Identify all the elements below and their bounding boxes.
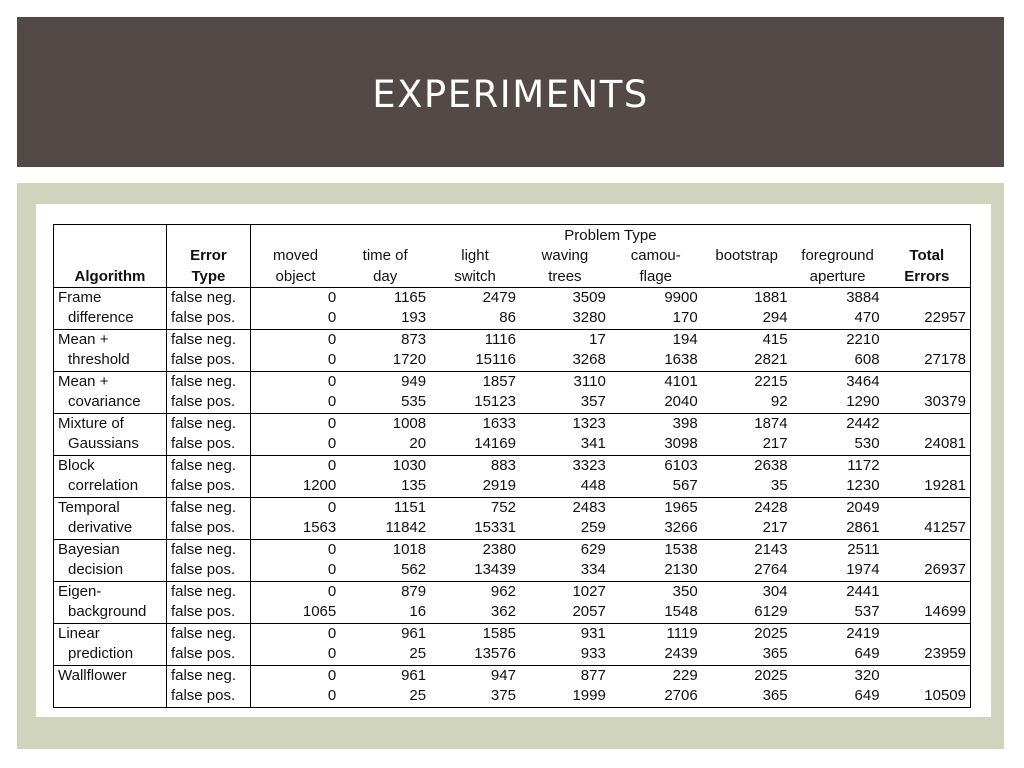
header-blank xyxy=(54,225,167,246)
total-errors xyxy=(884,455,971,476)
error-count: 15116 xyxy=(475,351,516,369)
column-header: light xyxy=(461,247,489,264)
error-count: 1720 xyxy=(392,351,427,369)
error-count: 0 xyxy=(250,644,340,665)
slide-title: EXPERIMENTS xyxy=(372,72,649,116)
table-row xyxy=(54,539,971,560)
error-type: false neg. xyxy=(166,455,250,476)
error-count: 0 xyxy=(250,539,340,560)
algorithm-name: Wallflower xyxy=(54,665,167,686)
column-header: moved xyxy=(250,246,340,267)
error-count: 947 xyxy=(430,665,520,686)
algorithm-name: derivative xyxy=(54,518,167,539)
error-count: 448 xyxy=(580,477,606,495)
error-count: 1538 xyxy=(610,539,702,560)
algorithm-name xyxy=(54,686,167,707)
error-count: 6103 xyxy=(610,455,702,476)
error-count: 949 xyxy=(340,371,430,392)
error-count: 1548 xyxy=(664,603,698,621)
error-type: false neg. xyxy=(166,371,250,392)
error-count: 567 xyxy=(672,477,698,495)
error-type: false neg. xyxy=(166,329,250,350)
table-row xyxy=(54,434,971,455)
table-row xyxy=(54,455,971,476)
total-errors: 41257 xyxy=(884,518,971,539)
algorithm-name: Gaussians xyxy=(54,434,167,455)
table-row xyxy=(54,329,971,350)
column-header: bootstrap xyxy=(715,247,778,264)
error-count: 752 xyxy=(430,497,520,518)
error-count: 2439 xyxy=(664,645,698,663)
error-type: false neg. xyxy=(166,581,250,602)
error-count: 1881 xyxy=(754,288,788,306)
total-errors: 14699 xyxy=(884,602,971,623)
error-count: 608 xyxy=(854,351,880,369)
error-type: false neg. xyxy=(166,539,250,560)
error-count: 877 xyxy=(520,665,610,686)
error-count: 0 xyxy=(250,350,340,371)
column-header: day xyxy=(373,267,398,285)
results-table xyxy=(53,224,971,708)
column-header: aperture xyxy=(809,267,866,285)
error-count: 2821 xyxy=(754,351,788,369)
error-count: 537 xyxy=(854,603,880,621)
error-count: 20 xyxy=(409,435,427,453)
error-count: 2919 xyxy=(482,477,516,495)
total-errors: 27178 xyxy=(884,350,971,371)
total-errors: 30379 xyxy=(884,392,971,413)
error-count: 1018 xyxy=(340,539,430,560)
algorithm-name: Block xyxy=(54,455,167,476)
error-count: 362 xyxy=(490,603,516,621)
error-count: 350 xyxy=(610,581,702,602)
table-row xyxy=(54,644,971,665)
error-count: 1857 xyxy=(430,371,520,392)
error-count: 259 xyxy=(580,519,606,537)
column-header xyxy=(702,266,792,287)
table-row xyxy=(54,581,971,602)
error-count: 629 xyxy=(520,539,610,560)
error-count: 0 xyxy=(250,497,340,518)
algorithm-name: prediction xyxy=(54,644,167,665)
error-count: 3509 xyxy=(572,288,606,306)
error-count: 1999 xyxy=(520,686,610,707)
total-errors: 24081 xyxy=(884,434,971,455)
total-errors xyxy=(884,665,971,686)
algorithm-name: Eigen- xyxy=(54,581,167,602)
error-count: 170 xyxy=(672,309,698,327)
error-count: 217 xyxy=(762,519,788,537)
algorithm-name: Mean + xyxy=(54,329,167,350)
error-count: 2040 xyxy=(664,393,698,411)
error-count: 365 xyxy=(762,645,788,663)
error-count: 320 xyxy=(792,665,884,686)
error-count: 9900 xyxy=(664,288,698,306)
error-count: 375 xyxy=(430,686,520,707)
total-errors: 19281 xyxy=(884,476,971,497)
error-type-header: Error xyxy=(166,246,250,267)
error-type: false neg. xyxy=(166,623,250,644)
error-count: 2764 xyxy=(754,561,788,579)
error-count: 1116 xyxy=(430,329,520,350)
algorithm-name: decision xyxy=(54,560,167,581)
error-count: 415 xyxy=(702,329,792,350)
column-header: waving xyxy=(541,247,589,264)
error-type: false pos. xyxy=(166,602,250,623)
error-count: 0 xyxy=(250,413,340,434)
error-count: 931 xyxy=(520,623,610,644)
error-count: 3110 xyxy=(520,371,610,392)
algorithm-header-spacer xyxy=(54,246,167,267)
table-row xyxy=(54,392,971,413)
error-count: 562 xyxy=(401,561,427,579)
error-count: 2025 xyxy=(702,623,792,644)
error-count: 530 xyxy=(854,435,880,453)
table-row xyxy=(54,686,971,707)
error-type: false pos. xyxy=(166,350,250,371)
error-count: 1638 xyxy=(664,351,698,369)
error-count: 1290 xyxy=(846,393,880,411)
error-count: 86 xyxy=(499,309,516,327)
error-type: false neg. xyxy=(166,287,250,308)
error-count: 879 xyxy=(340,581,430,602)
error-count: 0 xyxy=(250,581,340,602)
algorithm-name: Temporal xyxy=(54,497,167,518)
error-count: 2428 xyxy=(702,497,792,518)
error-count: 0 xyxy=(250,455,340,476)
total-errors xyxy=(884,287,971,308)
error-count: 1008 xyxy=(340,413,430,434)
error-count: 2479 xyxy=(482,288,516,306)
error-count: 193 xyxy=(401,309,427,327)
error-count: 194 xyxy=(610,329,702,350)
error-count: 4101 xyxy=(610,371,702,392)
column-header: camou- xyxy=(630,247,681,264)
error-count: 304 xyxy=(702,581,792,602)
error-count: 649 xyxy=(854,645,880,663)
total-errors xyxy=(884,329,971,350)
error-count: 2049 xyxy=(792,497,884,518)
total-errors: 23959 xyxy=(884,644,971,665)
error-count: 357 xyxy=(580,393,606,411)
error-type: false pos. xyxy=(166,392,250,413)
slide-title-bar xyxy=(17,17,1004,167)
error-count: 649 xyxy=(792,686,884,707)
error-count: 873 xyxy=(340,329,430,350)
column-header: time of xyxy=(362,247,408,264)
error-count: 0 xyxy=(250,392,340,413)
error-count: 2638 xyxy=(702,455,792,476)
total-errors-header: Errors xyxy=(884,266,971,287)
total-errors xyxy=(884,371,971,392)
column-header: switch xyxy=(454,267,496,285)
error-count: 1151 xyxy=(340,497,430,518)
algorithm-name: Mixture of xyxy=(54,413,167,434)
total-errors xyxy=(884,539,971,560)
error-count: 1974 xyxy=(846,561,880,579)
table-row xyxy=(54,623,971,644)
error-count: 3884 xyxy=(846,288,880,306)
error-count: 535 xyxy=(401,393,427,411)
error-type: false pos. xyxy=(166,308,250,329)
error-type: false pos. xyxy=(166,560,250,581)
error-count: 933 xyxy=(580,645,606,663)
table-row xyxy=(54,287,971,308)
error-count: 3464 xyxy=(792,371,884,392)
error-count: 334 xyxy=(580,561,606,579)
error-count: 1323 xyxy=(520,413,610,434)
error-count: 1200 xyxy=(250,476,340,497)
algorithm-name: covariance xyxy=(54,392,167,413)
error-count: 2210 xyxy=(792,329,884,350)
column-header: flage xyxy=(639,267,673,285)
error-count: 14169 xyxy=(474,435,516,453)
table-row xyxy=(54,518,971,539)
table-row xyxy=(54,497,971,518)
error-count: 1874 xyxy=(702,413,792,434)
error-count: 1965 xyxy=(610,497,702,518)
table-row xyxy=(54,476,971,497)
column-header: trees xyxy=(548,267,582,285)
algorithm-name: background xyxy=(54,602,167,623)
table-row xyxy=(54,371,971,392)
algorithm-name: Mean + xyxy=(54,371,167,392)
error-count: 398 xyxy=(610,413,702,434)
error-count: 25 xyxy=(409,645,427,663)
error-type: false neg. xyxy=(166,497,250,518)
error-count: 0 xyxy=(250,308,340,329)
error-type: false pos. xyxy=(166,518,250,539)
error-count: 0 xyxy=(250,329,340,350)
error-type-header: Type xyxy=(166,266,250,287)
algorithm-name: Linear xyxy=(54,623,167,644)
error-count: 2215 xyxy=(702,371,792,392)
error-type: false neg. xyxy=(166,665,250,686)
error-count: 2380 xyxy=(430,539,520,560)
error-count: 6129 xyxy=(754,603,788,621)
column-header: foreground xyxy=(801,247,874,264)
total-errors xyxy=(884,581,971,602)
error-count: 15123 xyxy=(474,393,516,411)
error-count: 294 xyxy=(762,309,788,327)
error-count: 883 xyxy=(430,455,520,476)
error-count: 13576 xyxy=(474,645,516,663)
error-count: 0 xyxy=(250,560,340,581)
error-count: 0 xyxy=(250,434,340,455)
error-count: 229 xyxy=(610,665,702,686)
total-errors xyxy=(884,413,971,434)
error-count: 3098 xyxy=(664,435,698,453)
error-count: 217 xyxy=(762,435,788,453)
error-count: 1065 xyxy=(250,602,340,623)
error-count: 962 xyxy=(430,581,520,602)
error-count: 1633 xyxy=(430,413,520,434)
error-count: 1030 xyxy=(340,455,430,476)
error-count: 961 xyxy=(340,623,430,644)
algorithm-name: Frame xyxy=(54,287,167,308)
error-count: 341 xyxy=(580,435,606,453)
error-count: 0 xyxy=(250,371,340,392)
total-errors: 26937 xyxy=(884,560,971,581)
header-blank xyxy=(166,225,250,246)
total-errors: 22957 xyxy=(884,308,971,329)
error-count: 2861 xyxy=(846,519,880,537)
table-row xyxy=(54,308,971,329)
error-count: 92 xyxy=(770,393,788,411)
total-errors: 10509 xyxy=(884,686,971,707)
error-count: 2442 xyxy=(792,413,884,434)
error-count: 0 xyxy=(250,623,340,644)
total-errors xyxy=(884,623,971,644)
error-count: 470 xyxy=(854,309,880,327)
error-count: 0 xyxy=(250,665,340,686)
error-count: 16 xyxy=(409,603,427,621)
error-count: 2419 xyxy=(792,623,884,644)
table-row xyxy=(54,602,971,623)
error-count: 13439 xyxy=(474,561,516,579)
error-type: false pos. xyxy=(166,644,250,665)
error-count: 2483 xyxy=(520,497,610,518)
error-count: 2706 xyxy=(610,686,702,707)
table-row xyxy=(54,413,971,434)
error-count: 3280 xyxy=(572,309,606,327)
error-count: 3266 xyxy=(664,519,698,537)
error-count: 2025 xyxy=(702,665,792,686)
error-count: 365 xyxy=(702,686,792,707)
total-errors xyxy=(884,497,971,518)
error-count: 1165 xyxy=(393,288,427,306)
error-type: false neg. xyxy=(166,413,250,434)
error-count: 3268 xyxy=(572,351,606,369)
error-type: false pos. xyxy=(166,434,250,455)
error-count: 135 xyxy=(401,477,427,495)
error-type: false pos. xyxy=(166,476,250,497)
total-errors-header: Total xyxy=(884,246,971,267)
error-count: 2511 xyxy=(792,539,884,560)
error-count: 1027 xyxy=(520,581,610,602)
algorithm-name: Bayesian xyxy=(54,539,167,560)
algorithm-header: Algorithm xyxy=(54,266,167,287)
error-count: 1230 xyxy=(846,477,880,495)
error-count: 1172 xyxy=(792,455,884,476)
error-count: 2143 xyxy=(702,539,792,560)
error-count: 0 xyxy=(250,287,340,308)
error-count: 1563 xyxy=(250,518,340,539)
error-type: false pos. xyxy=(166,686,250,707)
error-count: 1119 xyxy=(610,623,702,644)
error-count: 1585 xyxy=(430,623,520,644)
algorithm-name: correlation xyxy=(54,476,167,497)
error-count: 2130 xyxy=(664,561,698,579)
error-count: 2057 xyxy=(572,603,606,621)
algorithm-name: threshold xyxy=(54,350,167,371)
algorithm-name: difference xyxy=(54,308,167,329)
problem-type-header: Problem Type xyxy=(250,225,970,246)
error-count: 3323 xyxy=(520,455,610,476)
error-count: 25 xyxy=(340,686,430,707)
column-header: object xyxy=(250,266,340,287)
error-count: 35 xyxy=(770,477,788,495)
table-row xyxy=(54,560,971,581)
error-count: 961 xyxy=(340,665,430,686)
content-frame xyxy=(17,183,1004,749)
error-count: 11842 xyxy=(385,519,427,537)
error-count: 15331 xyxy=(474,519,516,537)
table-row xyxy=(54,350,971,371)
error-count: 0 xyxy=(250,686,340,707)
table-row xyxy=(54,665,971,686)
content-panel xyxy=(36,204,991,717)
error-count: 17 xyxy=(520,329,610,350)
error-count: 2441 xyxy=(792,581,884,602)
